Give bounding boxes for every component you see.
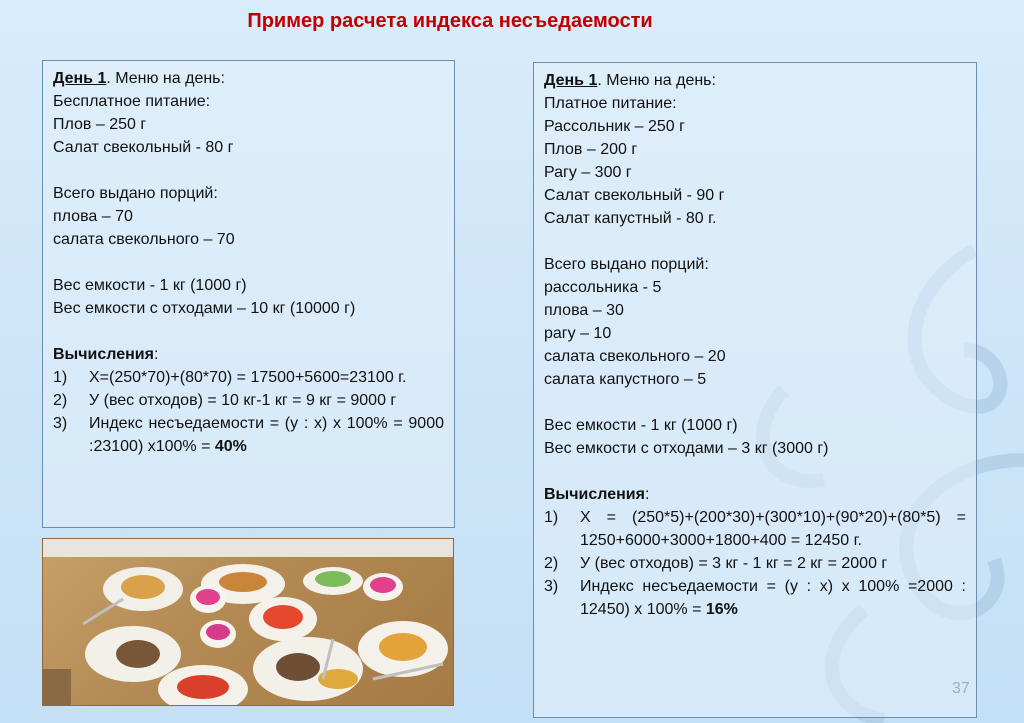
calc-item [544, 506, 966, 552]
weight-line: Вес емкости с отходами – 3 кг (3000 г) [544, 440, 829, 457]
calc-number: 1) [544, 509, 559, 526]
portions-line: рагу – 10 [544, 325, 612, 342]
calc-colon: : [153, 346, 159, 363]
calc-item [544, 552, 966, 575]
calc-item [53, 366, 444, 389]
menu-line: Рассольник – 250 г [544, 118, 685, 135]
portions-line: салата свекольного – 20 [544, 348, 726, 365]
portions-line: салата свекольного – 70 [53, 231, 235, 248]
day-label: День 1 [53, 70, 107, 87]
weight-line: Вес емкости с отходами – 10 кг (10000 г) [53, 300, 356, 317]
menu-line: Салат капустный - 80 г. [544, 210, 717, 227]
meal-photo [42, 538, 454, 706]
menu-line: Плов – 200 г [544, 141, 638, 158]
portions-line: рассольника - 5 [544, 279, 662, 296]
menu-line: Платное питание: [544, 95, 677, 112]
menu-line: Салат свекольный - 90 г [544, 187, 725, 204]
calc-number: 3) [544, 578, 559, 595]
calc-item [53, 389, 444, 412]
day-label: День 1 [544, 72, 598, 89]
calc-number: 3) [53, 415, 68, 432]
calc-number: 2) [53, 392, 68, 409]
calc-item [544, 575, 966, 621]
calc-text: Индекс несъедаемости = (у : х) х 100% =2000 : 12450) х 100% = [580, 578, 966, 618]
free-meal-panel [42, 60, 455, 528]
weight-line: Вес емкости - 1 кг (1000 г) [53, 277, 247, 294]
slide-title: Пример расчета индекса несъедаемости [247, 10, 653, 32]
calc-text: У (вес отходов) = 3 кг - 1 кг = 2 кг = 2000 г [580, 555, 888, 572]
calc-item [53, 412, 444, 458]
day-rest: . Меню на день: [597, 72, 716, 89]
calc-text: Индекс несъедаемости = (у : х) х 100% = 9000 :23100) х100% = [89, 415, 444, 455]
menu-line: Бесплатное питание: [53, 93, 211, 110]
portions-line: Всего выдано порций: [53, 185, 218, 202]
page-number: 37 [952, 680, 970, 697]
calc-text: Х = (250*5)+(200*30)+(300*10)+(90*20)+(80*5) = 1250+6000+3000+1800+400 = 12450 г. [580, 509, 966, 549]
calc-colon: : [644, 486, 650, 503]
paid-meal-panel [533, 62, 977, 718]
weight-line: Вес емкости - 1 кг (1000 г) [544, 417, 738, 434]
menu-line: Рагу – 300 г [544, 164, 632, 181]
portions-line: салата капустного – 5 [544, 371, 707, 388]
calc-heading: Вычисления [53, 346, 154, 363]
portions-line: Всего выдано порций: [544, 256, 709, 273]
calc-number: 2) [544, 555, 559, 572]
menu-line: Плов – 250 г [53, 116, 147, 133]
day-rest: . Меню на день: [106, 70, 225, 87]
calc-heading: Вычисления [544, 486, 645, 503]
portions-line: плова – 70 [53, 208, 133, 225]
calc-number: 1) [53, 369, 68, 386]
calc-text: У (вес отходов) = 10 кг-1 кг = 9 кг = 9000 г [89, 392, 397, 409]
menu-line: Салат свекольный - 80 г [53, 139, 234, 156]
calc-text: Х=(250*70)+(80*70) = 17500+5600=23100 г. [89, 369, 407, 386]
calc-result: 16% [705, 601, 738, 618]
portions-line: плова – 30 [544, 302, 624, 319]
calc-result: 40% [214, 438, 247, 455]
